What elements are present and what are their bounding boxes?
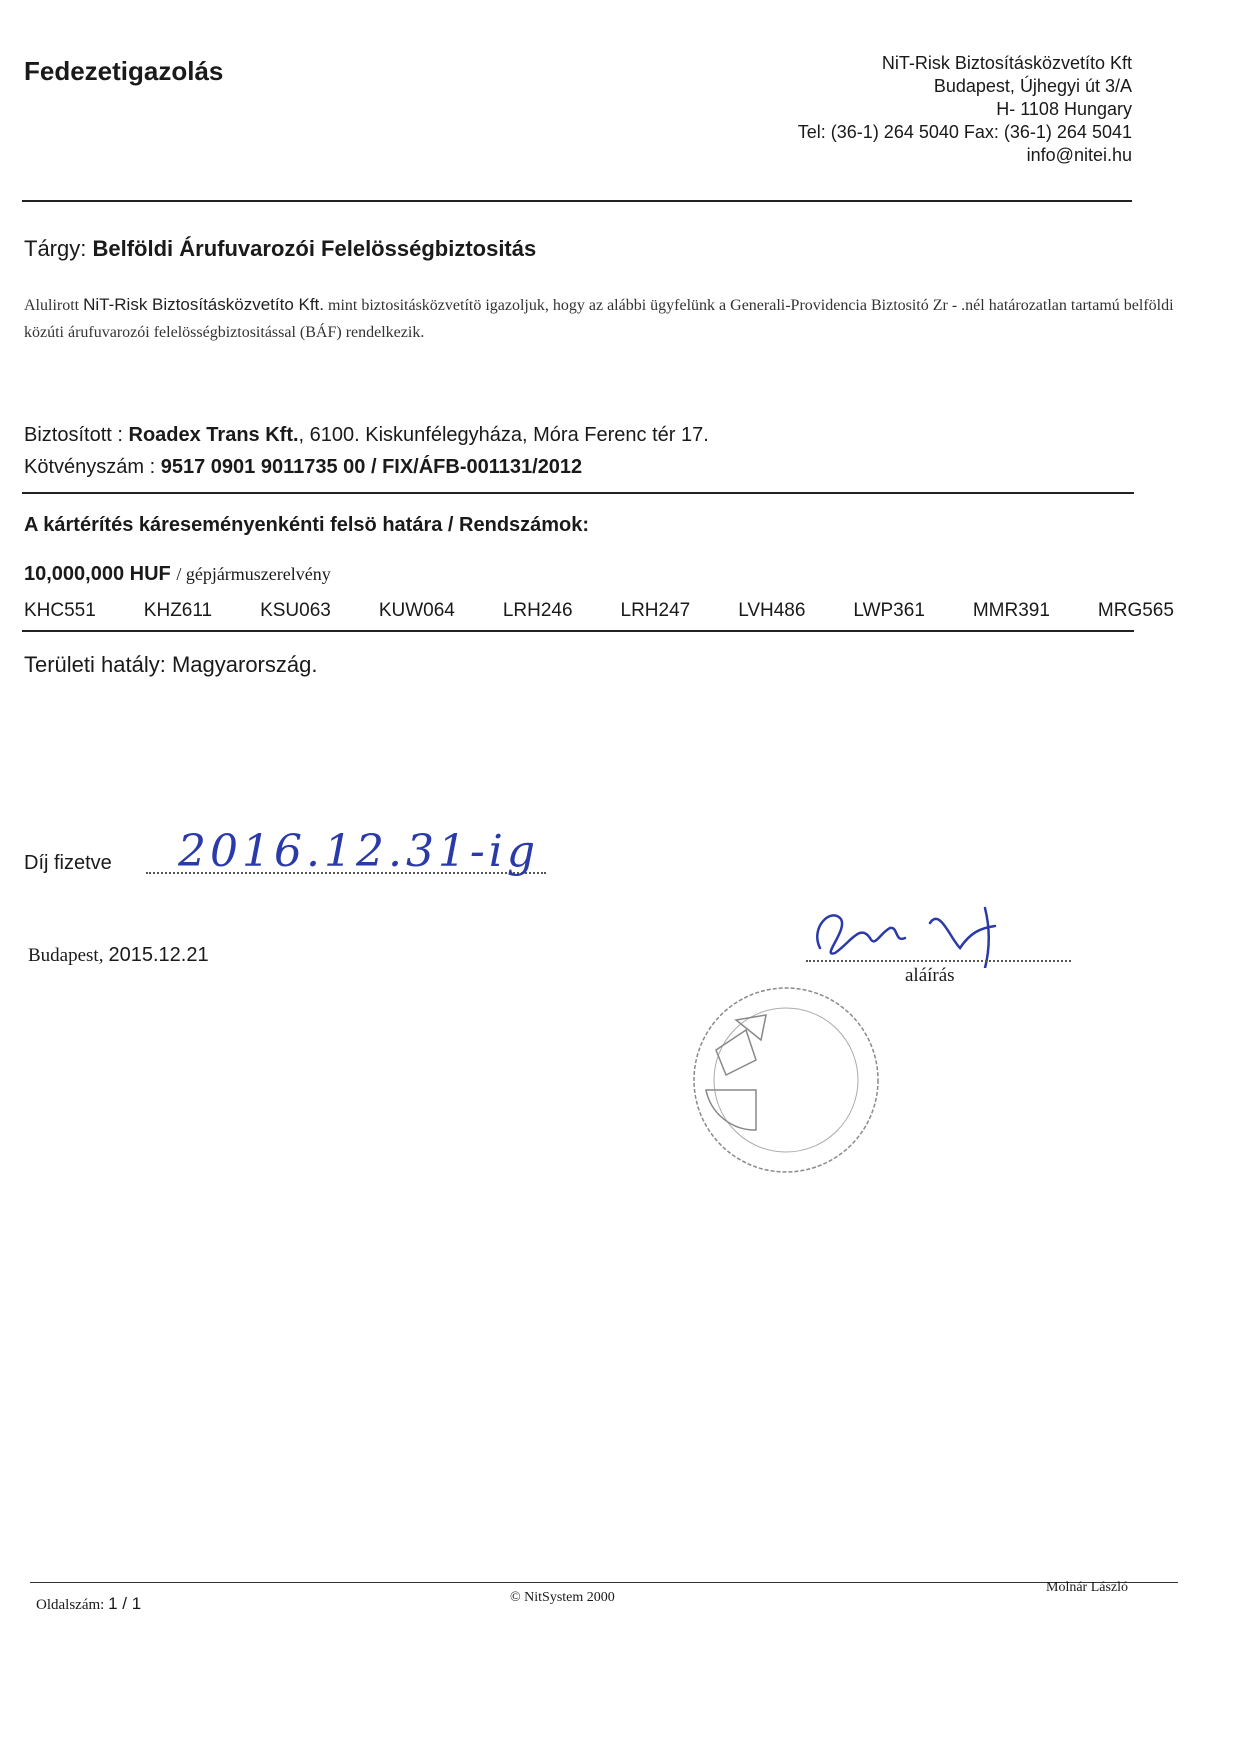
insured-line bbox=[24, 424, 709, 447]
footer-author: Molnár László bbox=[1046, 1580, 1129, 1595]
company-address-block bbox=[532, 52, 1132, 167]
plates-divider bbox=[22, 630, 1134, 632]
limit-heading: A kártérítés káreseményenkénti felsö határa / Rendszámok: bbox=[24, 514, 590, 536]
company-name: NiT-Risk Biztosításközvetíto Kft bbox=[881, 53, 1132, 73]
company-street: Budapest, Újhegyi út 3/A bbox=[933, 76, 1132, 96]
territory-line: Területi hatály: Magyarország. bbox=[24, 652, 318, 677]
limit-amount: 10,000,000 HUF bbox=[24, 563, 171, 585]
plate-item: KHC551 bbox=[24, 600, 96, 621]
plate-item: LWP361 bbox=[853, 600, 925, 621]
company-email: info@nitei.hu bbox=[1026, 145, 1132, 165]
company-postal: H- 1108 Hungary bbox=[996, 99, 1132, 119]
document-title: Fedezetigazolás bbox=[24, 56, 224, 86]
body-part2: mint biztositásközvetítö igazoljuk, hogy az alábbi ügyfelünk a Generali-Providencia Biztositó Zr - .nél határozatlan tartamú belföldi közúti árufuvarozói felelösségbiztositással (BÁF) rendelkezik. bbox=[24, 297, 1174, 341]
place-city: Budapest, bbox=[28, 945, 104, 966]
policy-label: Kötvényszám : bbox=[24, 456, 156, 478]
header-divider bbox=[22, 200, 1132, 202]
signature-scribble bbox=[780, 888, 1080, 968]
subject-label: Tárgy: bbox=[24, 236, 87, 261]
page-number bbox=[36, 1594, 141, 1614]
limit-amount-line bbox=[24, 563, 331, 586]
insured-name: Roadex Trans Kft. bbox=[128, 424, 299, 446]
page-value: 1 / 1 bbox=[108, 1594, 142, 1613]
plate-item: MMR391 bbox=[972, 600, 1050, 621]
plate-item: LRH247 bbox=[620, 600, 691, 621]
insured-address: , 6100. Kiskunfélegyháza, Móra Ferenc tér 17. bbox=[298, 424, 709, 446]
paid-label: Díj fizetve bbox=[24, 852, 112, 874]
insured-label: Biztosított : bbox=[24, 424, 123, 446]
signature-label: aláírás bbox=[905, 965, 955, 986]
body-part1: Alulirott bbox=[24, 297, 80, 314]
subject-line bbox=[24, 236, 536, 262]
plate-item: KUW064 bbox=[378, 600, 455, 621]
plate-list bbox=[24, 600, 1174, 622]
subject-value: Belföldi Árufuvarozói Felelösségbiztositás bbox=[92, 236, 537, 261]
policy-line bbox=[24, 456, 582, 479]
plate-item: MRG565 bbox=[1097, 600, 1174, 621]
plate-item: KSU063 bbox=[260, 600, 331, 621]
company-stamp bbox=[676, 980, 896, 1180]
policy-number: 9517 0901 9011735 00 / FIX/ÁFB-001131/2012 bbox=[160, 456, 583, 478]
plate-item: KHZ611 bbox=[143, 600, 213, 621]
issue-date: 2015.12.21 bbox=[108, 944, 209, 966]
body-company: NiT-Risk Biztosításközvetíto Kft. bbox=[83, 295, 325, 314]
footer-divider bbox=[30, 1582, 1178, 1583]
plate-item: LRH246 bbox=[502, 600, 573, 621]
policy-divider bbox=[22, 492, 1134, 494]
place-date-line bbox=[28, 944, 209, 967]
page-label: Oldalszám: bbox=[36, 1597, 105, 1613]
plate-item: LVH486 bbox=[738, 600, 806, 621]
limit-unit: / gépjármuszerelvény bbox=[176, 564, 331, 584]
body-paragraph bbox=[24, 291, 1209, 346]
paid-until-handwritten: 2016.12.31-ig bbox=[178, 826, 540, 877]
footer-copyright: © NitSystem 2000 bbox=[510, 1590, 615, 1605]
signature-dotted-line bbox=[806, 960, 1071, 962]
company-phone-fax: Tel: (36-1) 264 5040 Fax: (36-1) 264 5041 bbox=[797, 122, 1132, 142]
